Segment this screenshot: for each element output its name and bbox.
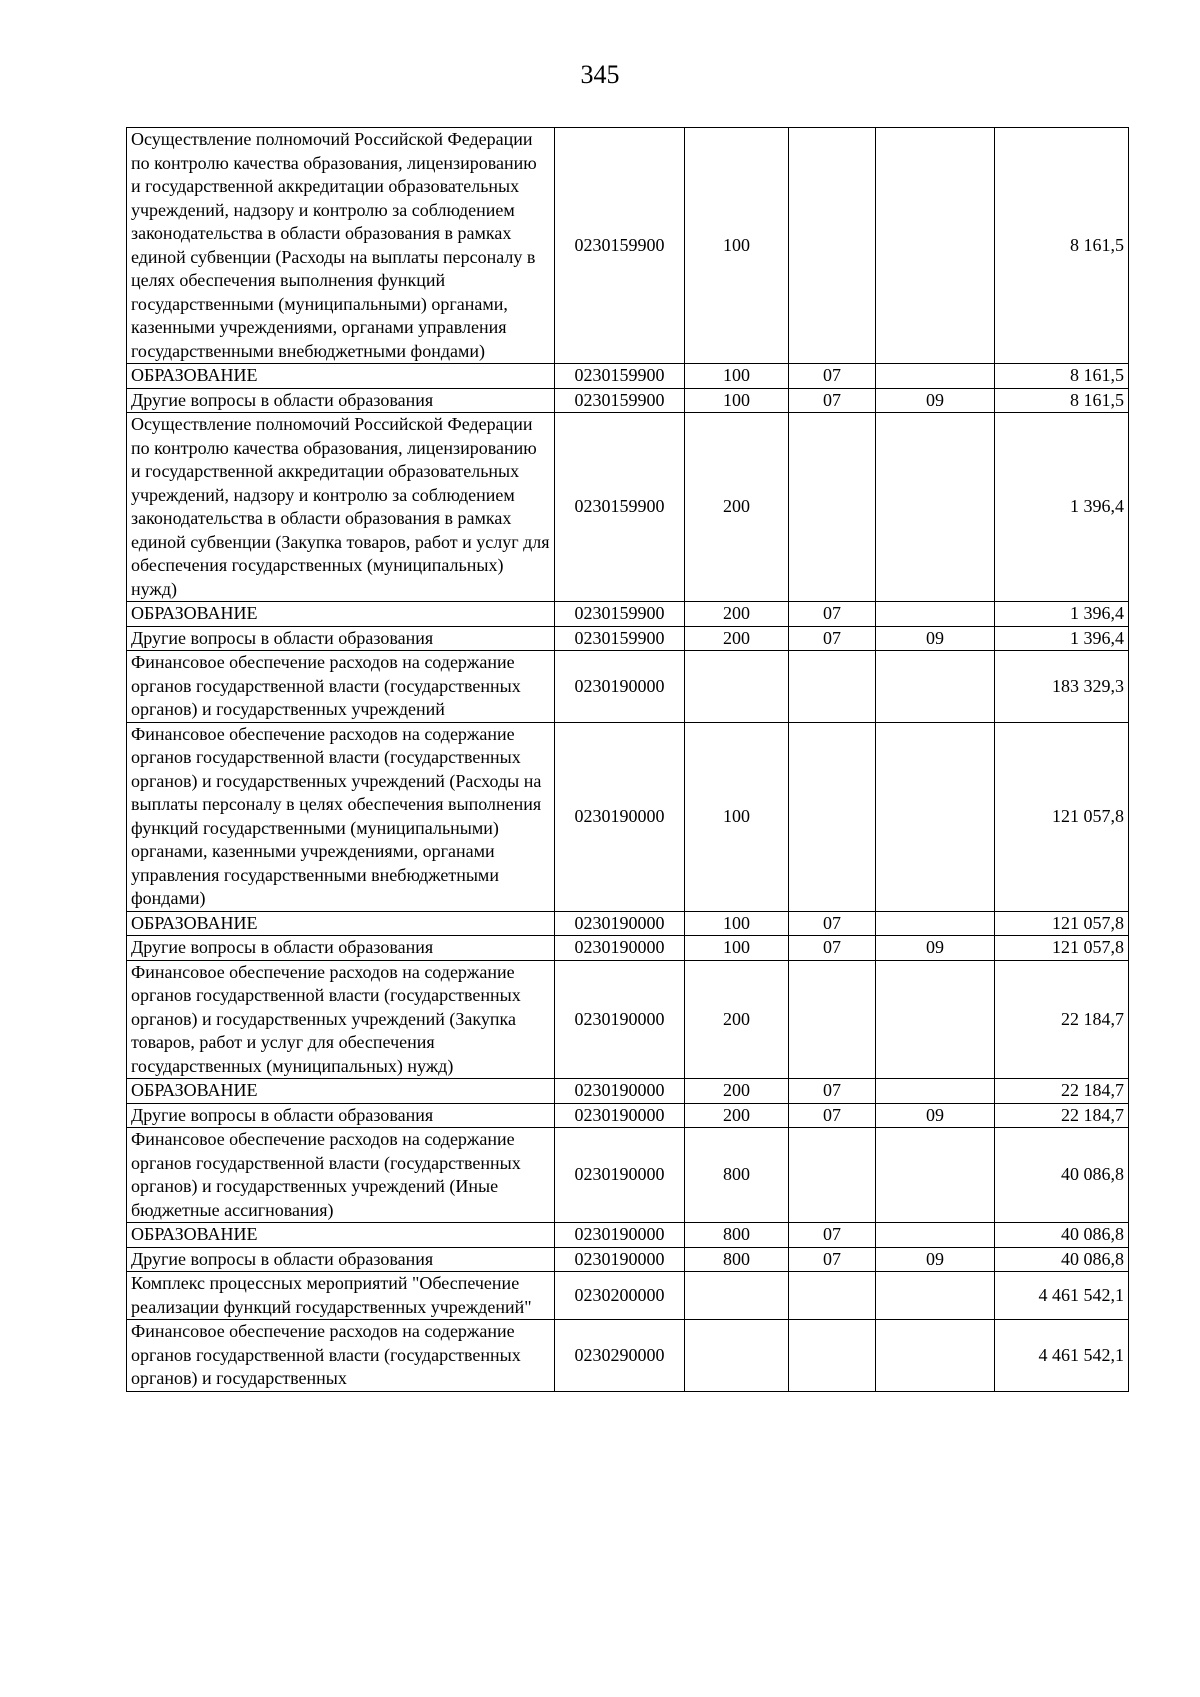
subsection-cell <box>876 1128 995 1223</box>
subsection-cell <box>876 960 995 1079</box>
table-row <box>127 911 1129 936</box>
section-cell: 07 <box>789 388 876 413</box>
section-cell: 07 <box>789 602 876 627</box>
table-row <box>127 1128 1129 1223</box>
target-article-cell: 0230190000 <box>555 1079 685 1104</box>
target-article-cell: 0230190000 <box>555 722 685 911</box>
subsection-cell <box>876 722 995 911</box>
subsection-cell: 09 <box>876 388 995 413</box>
target-article-cell: 0230190000 <box>555 911 685 936</box>
subsection-cell <box>876 364 995 389</box>
row-name-cell: Финансовое обеспечение расходов на содержание органов государственной власти (государственных органов) и государственных учреждений (Закупка товаров, работ и услуг для обеспечения государственных (муниципальных) нужд) <box>127 960 555 1079</box>
expense-type-cell: 200 <box>685 960 789 1079</box>
subsection-cell <box>876 651 995 723</box>
section-cell: 07 <box>789 1103 876 1128</box>
section-cell <box>789 128 876 364</box>
table-row <box>127 626 1129 651</box>
amount-cell: 183 329,3 <box>995 651 1129 723</box>
table-row <box>127 602 1129 627</box>
expense-type-cell: 800 <box>685 1223 789 1248</box>
row-name-cell: Другие вопросы в области образования <box>127 1247 555 1272</box>
table-row <box>127 413 1129 602</box>
row-name-cell: Финансовое обеспечение расходов на содержание органов государственной власти (государственных органов) и государственных учреждений <box>127 651 555 723</box>
subsection-cell: 09 <box>876 936 995 961</box>
table-row <box>127 936 1129 961</box>
expense-type-cell: 100 <box>685 128 789 364</box>
target-article-cell: 0230190000 <box>555 960 685 1079</box>
amount-cell: 4 461 542,1 <box>995 1272 1129 1320</box>
amount-cell: 22 184,7 <box>995 1079 1129 1104</box>
subsection-cell <box>876 1272 995 1320</box>
subsection-cell <box>876 602 995 627</box>
subsection-cell <box>876 128 995 364</box>
amount-cell: 121 057,8 <box>995 936 1129 961</box>
section-cell <box>789 1320 876 1392</box>
section-cell <box>789 960 876 1079</box>
amount-cell: 8 161,5 <box>995 388 1129 413</box>
expense-type-cell: 100 <box>685 936 789 961</box>
target-article-cell: 0230190000 <box>555 1223 685 1248</box>
table-row <box>127 722 1129 911</box>
amount-cell: 40 086,8 <box>995 1247 1129 1272</box>
subsection-cell <box>876 413 995 602</box>
target-article-cell: 0230190000 <box>555 1128 685 1223</box>
section-cell <box>789 1128 876 1223</box>
amount-cell: 4 461 542,1 <box>995 1320 1129 1392</box>
subsection-cell <box>876 1223 995 1248</box>
table-row <box>127 1079 1129 1104</box>
section-cell: 07 <box>789 1223 876 1248</box>
subsection-cell <box>876 1079 995 1104</box>
subsection-cell: 09 <box>876 1247 995 1272</box>
amount-cell: 121 057,8 <box>995 722 1129 911</box>
subsection-cell <box>876 1320 995 1392</box>
amount-cell: 1 396,4 <box>995 602 1129 627</box>
amount-cell: 40 086,8 <box>995 1128 1129 1223</box>
target-article-cell: 0230190000 <box>555 651 685 723</box>
row-name-cell: Осуществление полномочий Российской Федерации по контролю качества образования, лицензированию и государственной аккредитации образовательных учреждений, надзору и контролю за соблюдением законодательства в области образования в рамках единой субвенции (Расходы на выплаты персоналу в целях обеспечения выполнения функций государственными (муниципальными) органами, казенными учреждениями, органами управления государственными внебюджетными фондами) <box>127 128 555 364</box>
expense-type-cell: 200 <box>685 1079 789 1104</box>
row-name-cell: ОБРАЗОВАНИЕ <box>127 364 555 389</box>
expense-type-cell: 100 <box>685 364 789 389</box>
expense-type-cell: 200 <box>685 1103 789 1128</box>
target-article-cell: 0230159900 <box>555 388 685 413</box>
amount-cell: 22 184,7 <box>995 1103 1129 1128</box>
row-name-cell: ОБРАЗОВАНИЕ <box>127 602 555 627</box>
row-name-cell: Другие вопросы в области образования <box>127 1103 555 1128</box>
section-cell: 07 <box>789 364 876 389</box>
target-article-cell: 0230159900 <box>555 128 685 364</box>
table-row <box>127 960 1129 1079</box>
expense-type-cell: 800 <box>685 1128 789 1223</box>
row-name-cell: Финансовое обеспечение расходов на содержание органов государственной власти (государственных органов) и государственных учреждений (Расходы на выплаты персоналу в целях обеспечения выполнения функций государственными (муниципальными) органами, казенными учреждениями, органами управления государственными внебюджетными фондами) <box>127 722 555 911</box>
target-article-cell: 0230159900 <box>555 413 685 602</box>
expense-type-cell: 100 <box>685 722 789 911</box>
row-name-cell: ОБРАЗОВАНИЕ <box>127 911 555 936</box>
amount-cell: 1 396,4 <box>995 413 1129 602</box>
row-name-cell: ОБРАЗОВАНИЕ <box>127 1079 555 1104</box>
table-row <box>127 364 1129 389</box>
section-cell: 07 <box>789 911 876 936</box>
section-cell: 07 <box>789 1247 876 1272</box>
expense-type-cell <box>685 651 789 723</box>
page-number: 345 <box>580 60 620 89</box>
amount-cell: 1 396,4 <box>995 626 1129 651</box>
target-article-cell: 0230159900 <box>555 626 685 651</box>
table-row <box>127 388 1129 413</box>
table-row <box>127 128 1129 364</box>
target-article-cell: 0230290000 <box>555 1320 685 1392</box>
row-name-cell: Финансовое обеспечение расходов на содержание органов государственной власти (государственных органов) и государственных учреждений (Иные бюджетные ассигнования) <box>127 1128 555 1223</box>
target-article-cell: 0230159900 <box>555 602 685 627</box>
section-cell: 07 <box>789 1079 876 1104</box>
amount-cell: 22 184,7 <box>995 960 1129 1079</box>
subsection-cell <box>876 911 995 936</box>
section-cell <box>789 651 876 723</box>
target-article-cell: 0230159900 <box>555 364 685 389</box>
row-name-cell: Другие вопросы в области образования <box>127 936 555 961</box>
table-row <box>127 1320 1129 1392</box>
row-name-cell: Другие вопросы в области образования <box>127 626 555 651</box>
target-article-cell: 0230190000 <box>555 1103 685 1128</box>
expense-type-cell: 100 <box>685 388 789 413</box>
section-cell: 07 <box>789 936 876 961</box>
table-row <box>127 1247 1129 1272</box>
expense-type-cell <box>685 1272 789 1320</box>
row-name-cell: Другие вопросы в области образования <box>127 388 555 413</box>
section-cell <box>789 413 876 602</box>
table-row <box>127 1103 1129 1128</box>
expense-type-cell: 800 <box>685 1247 789 1272</box>
section-cell <box>789 1272 876 1320</box>
amount-cell: 8 161,5 <box>995 364 1129 389</box>
row-name-cell: Осуществление полномочий Российской Федерации по контролю качества образования, лицензированию и государственной аккредитации образовательных учреждений, надзору и контролю за соблюдением законодательства в области образования в рамках единой субвенции (Закупка товаров, работ и услуг для обеспечения государственных (муниципальных) нужд) <box>127 413 555 602</box>
section-cell: 07 <box>789 626 876 651</box>
expense-type-cell: 200 <box>685 626 789 651</box>
table-row <box>127 1272 1129 1320</box>
amount-cell: 8 161,5 <box>995 128 1129 364</box>
target-article-cell: 0230190000 <box>555 1247 685 1272</box>
table-row <box>127 1223 1129 1248</box>
budget-table <box>126 127 1129 1392</box>
table-row <box>127 651 1129 723</box>
row-name-cell: Комплекс процессных мероприятий "Обеспечение реализации функций государственных учреждений" <box>127 1272 555 1320</box>
target-article-cell: 0230200000 <box>555 1272 685 1320</box>
row-name-cell: ОБРАЗОВАНИЕ <box>127 1223 555 1248</box>
subsection-cell: 09 <box>876 1103 995 1128</box>
expense-type-cell: 200 <box>685 413 789 602</box>
subsection-cell: 09 <box>876 626 995 651</box>
expense-type-cell <box>685 1320 789 1392</box>
amount-cell: 40 086,8 <box>995 1223 1129 1248</box>
section-cell <box>789 722 876 911</box>
target-article-cell: 0230190000 <box>555 936 685 961</box>
row-name-cell: Финансовое обеспечение расходов на содержание органов государственной власти (государственных органов) и государственных <box>127 1320 555 1392</box>
amount-cell: 121 057,8 <box>995 911 1129 936</box>
expense-type-cell: 200 <box>685 602 789 627</box>
expense-type-cell: 100 <box>685 911 789 936</box>
